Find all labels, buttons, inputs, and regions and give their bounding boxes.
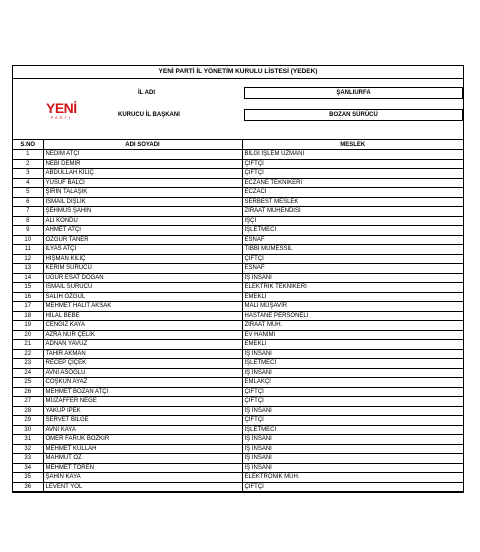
member-name: AVNİ KAYA: [43, 425, 242, 435]
member-name: COŞKUN AYAZ: [43, 378, 242, 388]
table-row: [13, 292, 463, 302]
header-profession: MESLEK: [242, 140, 463, 150]
member-profession: ELEKTRONİK MÜH.: [242, 473, 463, 483]
table-row: [13, 311, 463, 321]
baskan-value: BOZAN SÜRÜCÜ: [244, 109, 463, 121]
row-number: 34: [13, 463, 43, 473]
member-profession: TIBBİ MÜMESSİL: [242, 245, 463, 255]
member-profession: EMLAKÇI: [242, 378, 463, 388]
table-row: [13, 235, 463, 245]
member-profession: EV HANIMI: [242, 330, 463, 340]
member-name: ADNAN YAVUZ: [43, 340, 242, 350]
table-row: [13, 482, 463, 492]
row-number: 9: [13, 226, 43, 236]
member-name: AVNİ ASOĞLU: [43, 368, 242, 378]
member-name: NEBİ DEMİR: [43, 159, 242, 169]
member-profession: İŞ İNSANI: [242, 435, 463, 445]
member-name: ŞİRİN TALAŞIK: [43, 188, 242, 198]
member-name: İSMAİL DİŞLİK: [43, 197, 242, 207]
member-name: SERVET BİLGE: [43, 416, 242, 426]
member-profession: İŞ İNSANI: [242, 463, 463, 473]
row-number: 11: [13, 245, 43, 255]
row-number: 6: [13, 197, 43, 207]
document-title: YENİ PARTİ İL YÖNETİM KURULU LİSTESİ (YEDEK): [13, 66, 463, 79]
table-row: [13, 169, 463, 179]
member-profession: İŞLETMECİ: [242, 226, 463, 236]
table-row: [13, 378, 463, 388]
row-number: 21: [13, 340, 43, 350]
member-name: AZRA NUR ÇELİK: [43, 330, 242, 340]
member-name: ÖMER FARUK BOZKIR: [43, 435, 242, 445]
header-sno: S.NO: [13, 140, 43, 150]
table-row: [13, 416, 463, 426]
member-profession: İŞ İNSANI: [242, 406, 463, 416]
row-number: 28: [13, 406, 43, 416]
member-profession: ÇİFTÇİ: [242, 159, 463, 169]
member-name: YUSUF BALCI: [43, 178, 242, 188]
table-row: [13, 245, 463, 255]
row-number: 5: [13, 188, 43, 198]
member-profession: EMEKLİ: [242, 340, 463, 350]
member-profession: İŞ İNSANI: [242, 454, 463, 464]
table-header-row: [13, 140, 463, 150]
table-row: [13, 368, 463, 378]
member-name: YAKUP İPEK: [43, 406, 242, 416]
table-row: [13, 254, 463, 264]
table-row: [13, 188, 463, 198]
member-name: ŞAHİN KAYA: [43, 473, 242, 483]
row-number: 4: [13, 178, 43, 188]
logo-subtext: PARTİ: [50, 115, 73, 120]
member-profession: İŞ İNSANI: [242, 444, 463, 454]
table-row: [13, 207, 463, 217]
baskan-label: KURUCU İL BAŞKANI: [118, 112, 180, 118]
member-profession: ÇİFTÇİ: [242, 416, 463, 426]
member-profession: ECZACI: [242, 188, 463, 198]
row-number: 26: [13, 387, 43, 397]
member-profession: ESNAF: [242, 235, 463, 245]
il-value: ŞANLIURFA: [244, 87, 463, 99]
member-name: ABDULLAH KILIÇ: [43, 169, 242, 179]
table-row: [13, 302, 463, 312]
logo-text: YENİ: [46, 100, 77, 116]
table-row: [13, 226, 463, 236]
row-number: 19: [13, 321, 43, 331]
member-name: MEHMET TÖREN: [43, 463, 242, 473]
member-profession: ÇİFTÇİ: [242, 254, 463, 264]
document-header: [13, 79, 463, 140]
member-profession: İŞÇİ: [242, 216, 463, 226]
table-row: [13, 159, 463, 169]
member-profession: BİLGİ İŞLEM UZMANI: [242, 150, 463, 160]
row-number: 3: [13, 169, 43, 179]
member-name: CENGİZ KAYA: [43, 321, 242, 331]
member-profession: HASTANE PERSONELİ: [242, 311, 463, 321]
table-row: [13, 216, 463, 226]
table-row: [13, 454, 463, 464]
row-number: 15: [13, 283, 43, 293]
row-number: 16: [13, 292, 43, 302]
member-list-sheet: [12, 65, 464, 493]
table-row: [13, 406, 463, 416]
row-number: 27: [13, 397, 43, 407]
member-name: SALİH ÖZGÜL: [43, 292, 242, 302]
member-name: HİLAL BEBE: [43, 311, 242, 321]
table-row: [13, 197, 463, 207]
member-table: [13, 140, 463, 492]
table-row: [13, 150, 463, 160]
member-name: MEHMET KÜLLAH: [43, 444, 242, 454]
header-name: ADI SOYADI: [43, 140, 242, 150]
member-profession: İŞ İNSANI: [242, 349, 463, 359]
member-name: KERİM SÜRÜCÜ: [43, 264, 242, 274]
row-number: 33: [13, 454, 43, 464]
row-number: 24: [13, 368, 43, 378]
member-profession: EMEKLİ: [242, 292, 463, 302]
member-name: İSMAİL SÜRÜCÜ: [43, 283, 242, 293]
member-profession: ÇİFTÇİ: [242, 169, 463, 179]
row-number: 12: [13, 254, 43, 264]
member-profession: İŞLETMECİ: [242, 359, 463, 369]
party-logo: [46, 101, 77, 120]
member-profession: İŞ İNSANI: [242, 368, 463, 378]
member-profession: SERBEST MESLEK: [242, 197, 463, 207]
member-name: İLYAS ATÇI: [43, 245, 242, 255]
member-name: TAHİR AKMAN: [43, 349, 242, 359]
il-label: İL ADI: [138, 90, 156, 96]
member-profession: MALİ MÜŞAVİR: [242, 302, 463, 312]
table-row: [13, 264, 463, 274]
table-row: [13, 473, 463, 483]
row-number: 7: [13, 207, 43, 217]
row-number: 10: [13, 235, 43, 245]
table-row: [13, 387, 463, 397]
table-row: [13, 273, 463, 283]
row-number: 20: [13, 330, 43, 340]
member-profession: ECZANE TEKNİKERİ: [242, 178, 463, 188]
table-row: [13, 463, 463, 473]
table-row: [13, 425, 463, 435]
member-name: ALİ KONDU: [43, 216, 242, 226]
member-profession: ZİRAAT MÜH.: [242, 321, 463, 331]
row-number: 25: [13, 378, 43, 388]
row-number: 18: [13, 311, 43, 321]
member-profession: ÇİFTÇİ: [242, 387, 463, 397]
member-profession: ÇİFTÇİ: [242, 397, 463, 407]
table-row: [13, 178, 463, 188]
table-row: [13, 435, 463, 445]
table-row: [13, 321, 463, 331]
table-row: [13, 330, 463, 340]
member-name: MAHMUT ÖZ: [43, 454, 242, 464]
member-name: MEHMET HALİT AKSAK: [43, 302, 242, 312]
row-number: 31: [13, 435, 43, 445]
member-name: LEVENT YOL: [43, 482, 242, 492]
table-row: [13, 444, 463, 454]
member-name: ŞEHMUS ŞAHİN: [43, 207, 242, 217]
row-number: 13: [13, 264, 43, 274]
member-profession: ZİRAAT MÜHENDİSİ: [242, 207, 463, 217]
member-name: AHMET ATÇI: [43, 226, 242, 236]
member-profession: İŞLETMECİ: [242, 425, 463, 435]
table-row: [13, 340, 463, 350]
member-name: MEHMET BOZAN ATÇI: [43, 387, 242, 397]
member-name: ÖZGÜR TANER: [43, 235, 242, 245]
row-number: 2: [13, 159, 43, 169]
member-name: RECEP ÇİÇEK: [43, 359, 242, 369]
member-profession: İŞ İNSANI: [242, 273, 463, 283]
member-profession: ESNAF: [242, 264, 463, 274]
table-row: [13, 397, 463, 407]
row-number: 8: [13, 216, 43, 226]
row-number: 22: [13, 349, 43, 359]
table-row: [13, 359, 463, 369]
row-number: 36: [13, 482, 43, 492]
member-name: HIŞMAN KILIÇ: [43, 254, 242, 264]
row-number: 23: [13, 359, 43, 369]
row-number: 29: [13, 416, 43, 426]
table-row: [13, 349, 463, 359]
table-row: [13, 283, 463, 293]
member-profession: ELEKTRİK TEKNİKERİ: [242, 283, 463, 293]
member-name: UĞUR ESAT DOĞAN: [43, 273, 242, 283]
row-number: 35: [13, 473, 43, 483]
member-name: MUZAFFER NEGE: [43, 397, 242, 407]
member-profession: ÇİFTÇİ: [242, 482, 463, 492]
member-name: NEDİM ATÇI: [43, 150, 242, 160]
row-number: 30: [13, 425, 43, 435]
row-number: 1: [13, 150, 43, 160]
row-number: 32: [13, 444, 43, 454]
row-number: 14: [13, 273, 43, 283]
row-number: 17: [13, 302, 43, 312]
